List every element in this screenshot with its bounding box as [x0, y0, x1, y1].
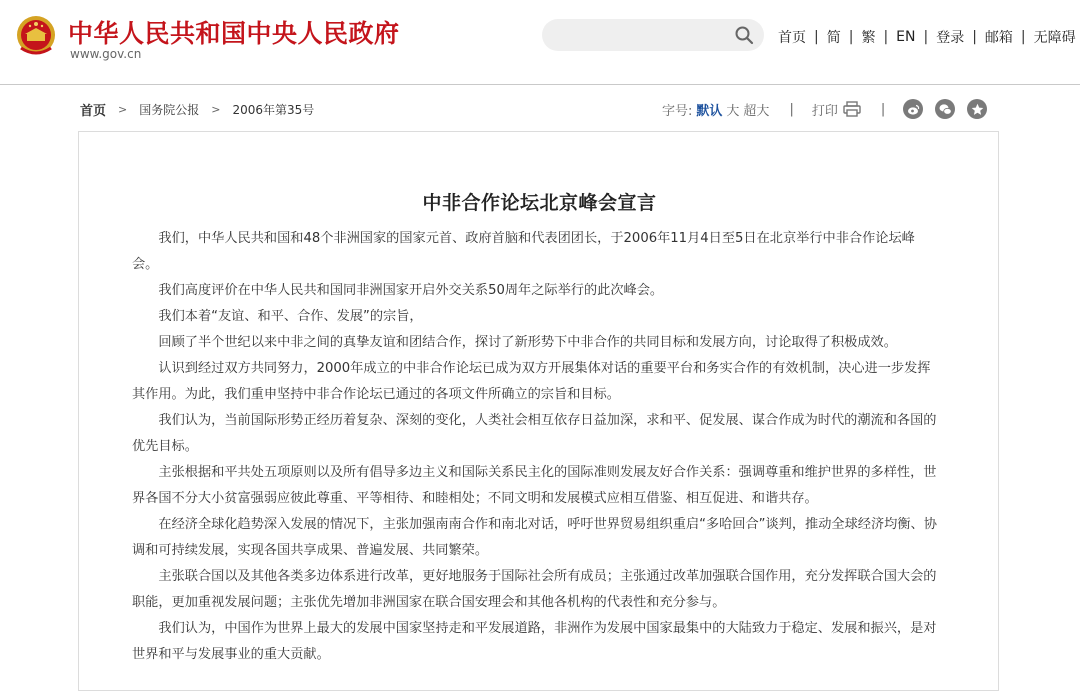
tools-divider: |	[880, 101, 886, 117]
nav-separator: |	[814, 29, 819, 45]
font-size-default[interactable]: 默认	[696, 103, 723, 119]
wechat-icon[interactable]	[935, 99, 955, 119]
paragraph: 回顾了半个世纪以来中非之间的真挚友谊和团结合作，探讨了新形势下中非合作的共同目标和发展方向，讨论取得了积极成效。	[158, 335, 897, 350]
font-size-large[interactable]: 大	[726, 103, 740, 119]
paragraph: 我们本着“友谊、和平、合作、发展”的宗旨，	[158, 309, 423, 324]
nav-separator: |	[848, 29, 854, 45]
paragraph: 我们，中华人民共和国和48个非洲国家的国家元首、政府首脑和代表团团长，于2006年11月4日至5日在北京举行中非合作论坛峰会。	[132, 231, 915, 272]
tools-divider: |	[789, 101, 794, 117]
top-nav	[778, 27, 1076, 47]
breadcrumb-home[interactable]: 首页	[80, 104, 107, 119]
favorite-icon[interactable]	[967, 99, 987, 119]
paragraph: 主张联合国以及其他各类多边体系进行改革，更好地服务于国际社会所有成员；主张通过改革加强联合国作用，充分发挥联合国大会的职能，更加重视发展问题；主张优先增加非洲国家在联合国安理会和其他各机构的代表性和充分参与。	[132, 569, 937, 610]
weibo-icon[interactable]	[903, 99, 923, 119]
search-input[interactable]	[556, 19, 730, 53]
nav-home[interactable]: 首页	[778, 30, 806, 46]
search-icon[interactable]	[734, 25, 754, 45]
site-title[interactable]: 中华人民共和国中央人民政府	[68, 19, 400, 48]
chevron-right-icon: >	[211, 103, 221, 116]
nav-login[interactable]: 登录	[936, 30, 965, 46]
paragraph: 在经济全球化趋势深入发展的情况下，主张加强南南合作和南北对话，呼吁世界贸易组织重启“多哈回合”谈判，推动全球经济均衡、协调和可持续发展，实现各国共享成果、普遍发展、共同繁荣。	[132, 517, 937, 558]
nav-simplified[interactable]: 简	[826, 30, 841, 46]
paragraph: 认识到经过双方共同努力，2000年成立的中非合作论坛已成为双方开展集体对话的重要平台和务实合作的有效机制，决心进一步发挥其作用。为此，我们重申坚持中非合作论坛已通过的各项文件所确立的宗旨和目标。	[132, 361, 931, 402]
nav-separator: |	[883, 29, 889, 45]
print-label[interactable]: 打印	[811, 103, 838, 119]
national-emblem-icon[interactable]	[15, 14, 57, 58]
site-header	[0, 0, 1080, 84]
font-size-label: 字号:	[662, 103, 693, 119]
nav-english[interactable]: EN	[896, 29, 916, 45]
breadcrumb-bar	[0, 85, 1080, 131]
nav-mail[interactable]: 邮箱	[984, 30, 1013, 46]
nav-accessibility[interactable]: 无障碍	[1033, 30, 1076, 46]
breadcrumb-gazette[interactable]: 国务院公报	[139, 103, 200, 117]
breadcrumb-issue[interactable]: 2006年第35号	[232, 103, 315, 117]
nav-separator: |	[923, 29, 929, 45]
article-content	[132, 226, 937, 668]
paragraph: 我们认为，当前国际形势正经历着复杂、深刻的变化，人类社会相互依存日益加深，求和平、促发展、谋合作成为时代的潮流和各国的优先目标。	[132, 413, 937, 454]
font-size-xlarge[interactable]: 超大	[743, 103, 770, 119]
printer-icon[interactable]	[843, 101, 861, 117]
article-title: 中非合作论坛北京峰会宣言	[422, 192, 657, 214]
article-panel	[78, 131, 999, 691]
search-box	[542, 19, 764, 51]
paragraph: 主张根据和平共处五项原则以及所有倡导多边主义和国际关系民主化的国际准则发展友好合作关系：强调尊重和维护世界的多样性，世界各国不分大小贫富强弱应彼此尊重、平等相待、和睦相处；不同文明和发展模式应相互借鉴、相互促进、和谐共存。	[132, 465, 937, 506]
nav-traditional[interactable]: 繁	[861, 30, 876, 46]
chevron-right-icon: >	[118, 103, 128, 116]
nav-separator: |	[1020, 29, 1026, 45]
paragraph: 我们认为，中国作为世界上最大的发展中国家坚持走和平发展道路，非洲作为发展中国家最集中的大陆致力于稳定、发展和振兴，是对世界和平与发展事业的重大贡献。	[132, 621, 937, 662]
breadcrumb	[80, 100, 314, 119]
article-tools	[662, 99, 987, 119]
site-url: www.gov.cn	[70, 47, 142, 61]
paragraph: 我们高度评价在中华人民共和国同非洲国家开启外交关系50周年之际举行的此次峰会。	[158, 283, 664, 298]
nav-separator: |	[972, 29, 977, 45]
